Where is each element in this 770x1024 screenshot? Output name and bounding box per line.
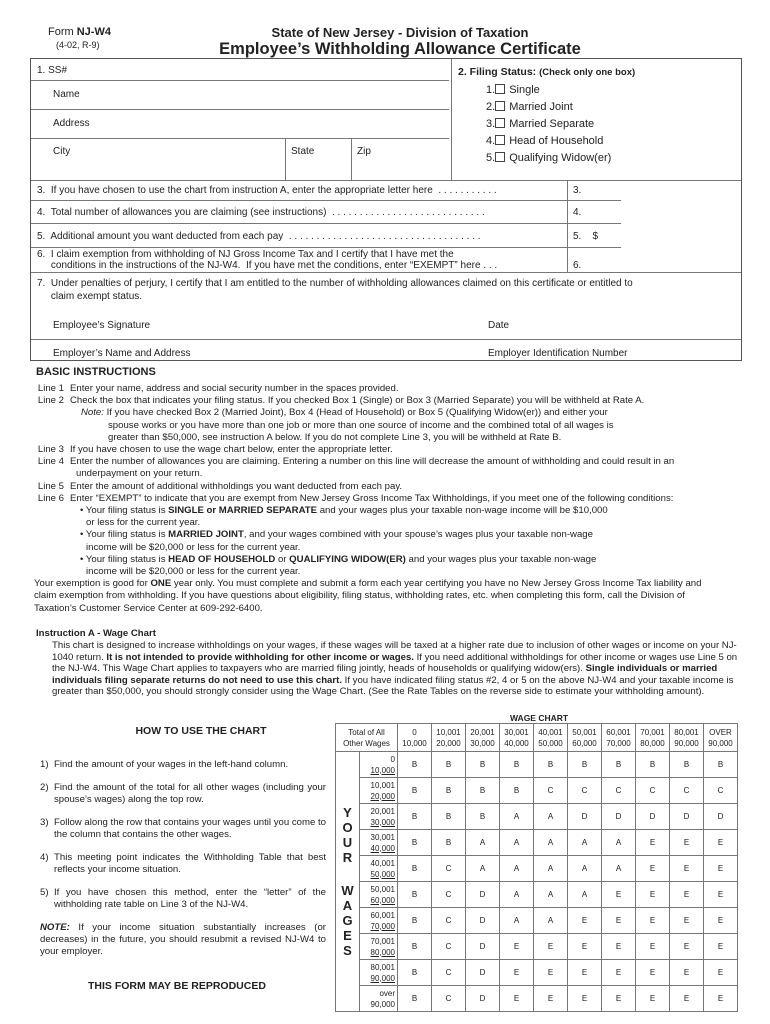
checkbox[interactable] [495,118,505,128]
checkbox[interactable] [495,152,505,162]
rate-letter-cell: B [432,778,466,804]
row-range-low: 60,001 [370,910,395,920]
column-header [704,724,738,752]
rate-letter-cell: E [534,986,568,1012]
rate-letter-cell: B [398,804,432,830]
col-range-low: 20,001 [470,727,495,737]
row-range-high: 80,000 [370,947,395,957]
rate-letter-cell: E [670,960,704,986]
row-range-low: 70,001 [370,936,395,946]
column-header [602,724,636,752]
rate-letter-cell: C [636,778,670,804]
name-field[interactable]: Name [53,89,80,100]
rate-letter-cell: A [534,856,568,882]
wage-chart-row [336,934,738,960]
row-range-high: 20,000 [370,791,395,801]
rate-letter-cell: D [670,804,704,830]
rate-letter-cell: B [398,960,432,986]
line3-label: 3. If you have chosen to use the chart from instruction A, enter the appropriate letter here . . . . . . . . . . . [37,185,497,196]
rate-letter-cell: D [704,804,738,830]
wage-chart-row [336,830,738,856]
row-range-high: 90,000 [370,999,395,1009]
line6-label-2: conditions in the instructions of the NJ-W4. If you have met the conditions, enter “EXEMPT” here . . . [37,260,498,271]
row-range-high: 90,000 [370,973,395,983]
rate-letter-cell: E [636,960,670,986]
rate-letter-cell: E [636,830,670,856]
col-range-low: 40,001 [538,727,563,737]
rate-letter-cell: E [568,934,602,960]
line3-input[interactable]: 3. [573,185,582,196]
rate-letter-cell: C [432,908,466,934]
rate-letter-cell: E [670,908,704,934]
how-to-use-chart [36,725,326,969]
row-range-label [360,960,398,986]
rate-letter-cell: E [636,882,670,908]
rate-letter-cell: A [602,830,636,856]
filing-option-married-separate[interactable]: 3. Married Separate [486,118,595,130]
rate-letter-cell: A [602,856,636,882]
rate-letter-cell: E [568,908,602,934]
rate-letter-cell: E [636,908,670,934]
step-3: 3) Follow along the row that contains your wages until you come to the column that contains the other wages. [40,817,326,840]
row-range-high: 50,000 [370,869,395,879]
wage-chart-table [335,723,738,1012]
ss-field[interactable]: 1. SS# [37,65,68,76]
rate-letter-cell: B [398,752,432,778]
row-range-label [360,986,398,1012]
col-range-high: 50,000 [538,738,563,748]
basic-instructions: Line 1 Enter your name, address and social security number in the spaces provided. Line 2 Check the box that indicates your filing status. If you checked Box 1 (Single) or Box 3 (Married Separate) you will be withheld at Rate A. Note: If you have checked Box 2 (Married Joint), Box 4 (Head of Household) or Box 5 (Qualifying Widow(er)) and either your spouse works or you have more than one job or more than one source of income and the combined total of all wages is greater than $50,000, see instruction A below. If you do not complete Line 3, you will be withheld at Rate B. Line 3 If you have chosen to use the wage chart below, enter the appropriate letter. Line 4 Enter the number of allowances you are claiming. Entering a number on this line will decrease the amount of withholding and could result in an underpayment on your return. Line 5 Enter the amount of additional withholdings you want deducted from each pay. Line 6 Enter “EXEMPT” to indicate that you are exempt from New Jersey Gross Income Tax Withholdings, if you meet one of the following conditions: • Your filing status is SINGLE or MARRIED SEPARATE and your wages plus your taxable non-wage income will be $10,000 or less for the current year. • Your filing status is MARRIED JOINT, and your wages combined with your spouse’s wages plus your taxable non-wage income will be $20,000 or less for the current year. • Your filing status is HEAD OF HOUSEHOLD or QUALIFYING WIDOW(ER) and your wages plus your taxable non-wage income will be $20,000 or less for the current year. Your exemption is good for ONE year only. You must complete and submit a form each year certifying you have no New Jersey Gross Income Tax liability and claim exemption from withholding. If you have questions about eligibility, filing status, withholding rates, etc. when completing this form, call the Division of Taxation’s Customer Service Center at 609-292-6400. [34,383,702,614]
row-range-low: 20,001 [370,806,395,816]
col-range-low: 70,001 [640,727,665,737]
rate-letter-cell: A [534,830,568,856]
row-range-high: 30,000 [370,817,395,827]
corner-label [336,724,398,752]
wage-chart-row [336,986,738,1012]
rate-letter-cell: D [636,804,670,830]
row-range-label [360,882,398,908]
filing-option-qualifying-widower[interactable]: 5. Qualifying Widow(er) [486,152,612,164]
rate-letter-cell: C [670,778,704,804]
col-range-low: OVER [709,727,732,737]
rate-letter-cell: B [398,986,432,1012]
city-field[interactable]: City [53,146,71,157]
rate-letter-cell: E [500,960,534,986]
rate-letter-cell: E [602,882,636,908]
side-letter: O [342,820,353,835]
employer-name-field[interactable]: Employer’s Name and Address [53,348,191,359]
rate-letter-cell: A [568,856,602,882]
rate-letter-cell: B [704,752,738,778]
rate-letter-cell: E [500,934,534,960]
rate-letter-cell: D [466,934,500,960]
zip-field[interactable]: Zip [357,146,371,157]
line4-input[interactable]: 4. [573,207,582,218]
checkbox[interactable] [495,84,505,94]
row-range-low: 40,001 [370,858,395,868]
col-range-high: 30,000 [470,738,495,748]
rate-letter-cell: A [568,830,602,856]
col-range-low: 80,001 [674,727,699,737]
rate-letter-cell: B [398,856,432,882]
date-field[interactable]: Date [488,320,510,331]
rate-letter-cell: A [500,856,534,882]
rate-letter-cell: A [500,908,534,934]
side-letter: E [343,928,352,943]
rate-letter-cell: E [704,830,738,856]
line5-input[interactable]: 5. $ [573,231,599,242]
col-range-high: 20,000 [436,738,461,748]
rate-letter-cell: A [500,830,534,856]
rate-letter-cell: B [602,752,636,778]
rate-letter-cell: E [534,960,568,986]
col-range-high: 90,000 [674,738,699,748]
col-range-high: 70,000 [606,738,631,748]
rate-letter-cell: A [500,804,534,830]
line7-label-1: 7. Under penalties of perjury, I certify that I am entitled to the number of withholding allowances claimed on this certificate or entitled to [37,278,633,289]
side-letter: R [342,850,353,865]
wage-chart-row [336,908,738,934]
rate-letter-cell: E [704,960,738,986]
checkbox[interactable] [495,135,505,145]
column-header [432,724,466,752]
row-range-low: 30,001 [370,832,395,842]
filing-status-note: (Check only one box) [539,67,636,78]
filing-option-head-of-household[interactable]: 4. Head of Household [486,135,604,147]
row-range-low: 10,001 [370,780,395,790]
rate-letter-cell: E [704,934,738,960]
row-range-high: 10,000 [370,765,395,775]
rate-letter-cell: A [466,856,500,882]
row-range-high: 70,000 [370,921,395,931]
wage-chart-title: WAGE CHART [510,713,569,723]
rate-letter-cell: B [398,830,432,856]
rate-letter-cell: E [704,856,738,882]
rate-letter-cell: E [670,882,704,908]
rate-letter-cell: B [398,908,432,934]
rate-letter-cell: B [466,752,500,778]
rate-letter-cell: C [432,934,466,960]
side-letter: G [342,913,353,928]
rate-letter-cell: B [500,778,534,804]
wage-chart-row [336,804,738,830]
rate-letter-cell: B [466,804,500,830]
filing-option-single[interactable]: 1. Single [486,84,540,96]
row-range-label [360,804,398,830]
side-letter: W [341,883,354,898]
side-letter: S [343,943,352,958]
column-header [500,724,534,752]
rate-letter-cell: A [466,830,500,856]
wage-chart-row [336,882,738,908]
rate-letter-cell: D [466,908,500,934]
rate-letter-cell: B [398,934,432,960]
rate-letter-cell: C [432,856,466,882]
rate-letter-cell: E [670,830,704,856]
col-range-high: 40,000 [504,738,529,748]
filing-option-married-joint[interactable]: 2. Married Joint [486,101,573,113]
side-letter: U [342,835,353,850]
line7-label-2: claim exempt status. [37,291,143,302]
wage-chart-row [336,960,738,986]
row-range-low: 0 [390,754,395,764]
rate-letter-cell: B [398,778,432,804]
row-range-label [360,856,398,882]
rate-letter-cell: A [534,882,568,908]
rate-letter-cell: E [500,986,534,1012]
instruction-a-text: This chart is designed to increase withholdings on your wages, if these wages will be taxed at a higher rate due to inclusion of other wages or income on your NJ-1040 return. It is not intended to provide withholding for other income or wages. If you need additional withholdings for other income or wages use Line 5 on the NJ-W4. This Wage Chart applies to taxpayers who are married filing jointly, heads of households or qualifying widow(ers). Single individuals or married individuals filing separate returns do not need to use this chart. If you have indicated filing status #2, 4 or 5 on the above NJ-W4 and your taxable income is greater than $50,000, you should strongly consider using the Wage Chart. (See the Rate Tables on the reverse side to estimate your withholding amount). [52,640,738,698]
agency-name: State of New Jersey - Division of Taxation [271,25,529,40]
wage-chart-row [336,752,738,778]
rate-letter-cell: E [704,908,738,934]
col-range-high: 10,000 [402,738,427,748]
rate-letter-cell: E [568,986,602,1012]
rate-letter-cell: E [602,908,636,934]
rate-letter-cell: B [432,752,466,778]
rate-letter-cell: D [466,882,500,908]
rate-letter-cell: E [670,934,704,960]
step-1: 1) Find the amount of your wages in the left-hand column. [40,759,289,770]
rate-letter-cell: E [636,986,670,1012]
column-header [636,724,670,752]
rate-letter-cell: E [602,960,636,986]
rate-letter-cell: A [500,882,534,908]
column-header [670,724,704,752]
rate-letter-cell: C [602,778,636,804]
col-range-low: 50,001 [572,727,597,737]
col-range-low: 60,001 [606,727,631,737]
form-version: (4-02, R-9) [56,40,100,50]
your-wages-label [336,752,360,1012]
rate-letter-cell: B [466,778,500,804]
row-range-label [360,752,398,778]
basic-instructions-heading: BASIC INSTRUCTIONS [36,366,156,378]
chart-note: NOTE: If your income situation substantially increases (or decreases) in the future, you should resubmit a revised NJ-W4 to your employer. [40,922,326,957]
rate-letter-cell: B [432,804,466,830]
rate-letter-cell: E [670,856,704,882]
rate-letter-cell: B [398,882,432,908]
col-range-high: 80,000 [640,738,665,748]
rate-letter-cell: E [636,856,670,882]
employee-signature-field[interactable]: Employee’s Signature [53,320,151,331]
rate-letter-cell: E [602,934,636,960]
column-header [568,724,602,752]
row-range-high: 60,000 [370,895,395,905]
rate-letter-cell: C [534,778,568,804]
rate-letter-cell: E [704,986,738,1012]
address-field[interactable]: Address [53,118,90,129]
line6-input[interactable]: 6. [573,260,582,271]
col-range-low: 0 [412,727,417,737]
rate-letter-cell: B [432,830,466,856]
step-2: 2) Find the amount of the total for all other wages (including your spouse’s wages) along the top row. [40,782,326,805]
reproduction-notice: THIS FORM MAY BE REPRODUCED [88,980,266,992]
row-range-low: 80,001 [370,962,395,972]
line4-label: 4. Total number of allowances you are claiming (see instructions) . . . . . . . . . . . . . . . . . . . . . . . . . . . . [37,207,485,218]
col-range-high: 90,000 [708,738,733,748]
rate-letter-cell: D [568,804,602,830]
row-range-low: over [379,988,395,998]
form-number: NJ-W4 [76,26,111,38]
rate-letter-cell: A [534,804,568,830]
corner-line: Other Wages [343,738,390,748]
form-title: Employee’s Withholding Allowance Certificate [219,40,581,58]
rate-letter-cell: C [568,778,602,804]
rate-letter-cell: A [568,882,602,908]
wage-chart-header-row [336,724,738,752]
col-range-high: 60,000 [572,738,597,748]
step-5: 5) If you have chosen this method, enter the “letter” of the withholding rate table on Line 3 of the NJ-W4. [40,887,326,910]
rate-letter-cell: B [500,752,534,778]
form-prefix: Form [48,26,77,38]
rate-letter-cell: B [636,752,670,778]
rate-letter-cell: B [670,752,704,778]
rate-letter-cell: B [534,752,568,778]
column-header [534,724,568,752]
rate-letter-cell: C [704,778,738,804]
rate-letter-cell: B [568,752,602,778]
row-range-low: 50,001 [370,884,395,894]
col-range-low: 30,001 [504,727,529,737]
rate-letter-cell: C [432,882,466,908]
rate-letter-cell: E [636,934,670,960]
row-range-label [360,908,398,934]
rate-letter-cell: C [432,986,466,1012]
column-header [466,724,500,752]
ein-field[interactable]: Employer Identification Number [488,348,628,359]
how-to-title: HOW TO USE THE CHART [135,725,267,737]
filing-status-label: 2. Filing Status: [458,66,537,78]
column-header [398,724,432,752]
rate-letter-cell: E [704,882,738,908]
corner-line: Total of All [348,727,385,737]
certificate-form [30,58,742,361]
row-range-high: 40,000 [370,843,395,853]
rate-letter-cell: D [466,986,500,1012]
rate-letter-cell: C [432,960,466,986]
state-field[interactable]: State [291,146,315,157]
row-range-label [360,830,398,856]
rate-letter-cell: E [602,986,636,1012]
instruction-a-heading: Instruction A - Wage Chart [36,628,156,639]
side-letter: A [342,898,353,913]
checkbox[interactable] [495,101,505,111]
rate-letter-cell: E [534,934,568,960]
row-range-label [360,778,398,804]
wage-chart-row [336,778,738,804]
rate-letter-cell: D [466,960,500,986]
rate-letter-cell: D [602,804,636,830]
line6-label-1: 6. I claim exemption from withholding of NJ Gross Income Tax and I certify that I have met the [37,249,454,260]
wage-chart-row [336,856,738,882]
side-letter: Y [343,805,352,820]
col-range-low: 10,001 [436,727,461,737]
rate-letter-cell: A [534,908,568,934]
line5-label: 5. Additional amount you want deducted from each pay . . . . . . . . . . . . . . . . . . . . . . . . . . . . . . . . . . . [37,231,481,242]
row-range-label [360,934,398,960]
step-4: 4) This meeting point indicates the Withholding Table that best reflects your income situation. [40,852,326,875]
rate-letter-cell: E [670,986,704,1012]
rate-letter-cell: E [568,960,602,986]
